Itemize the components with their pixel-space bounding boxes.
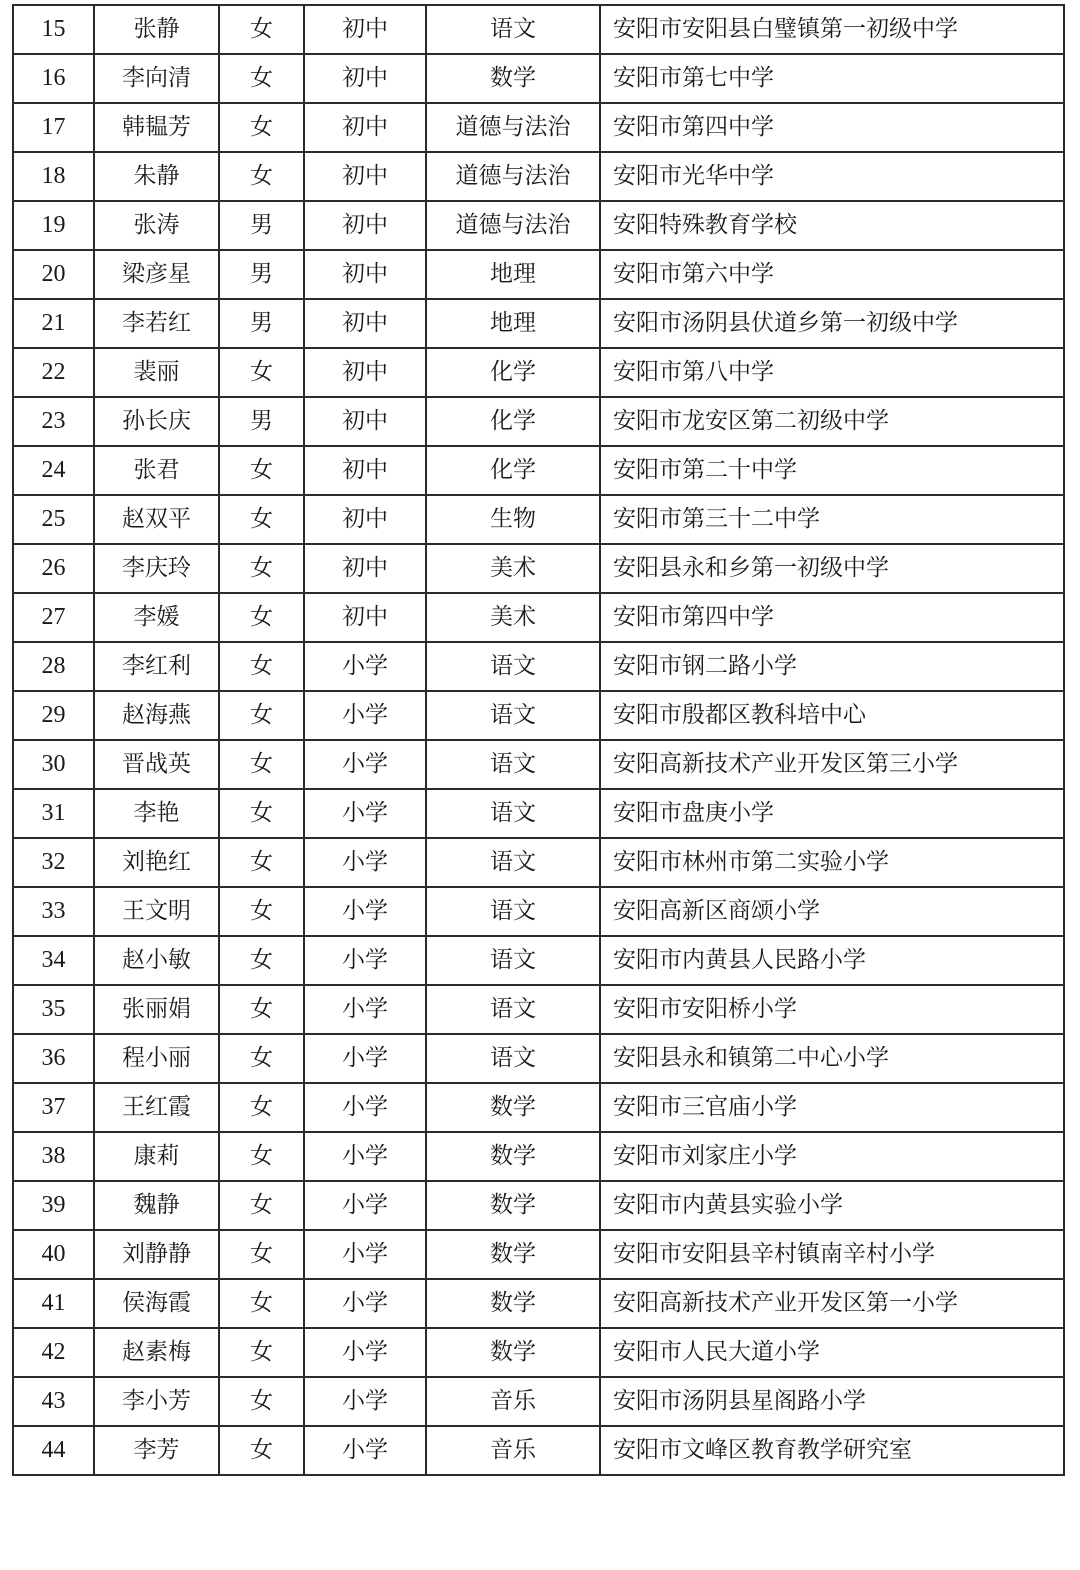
- gender-cell: 男: [219, 201, 304, 250]
- subject-cell: 数学: [426, 1328, 600, 1377]
- teacher-name: 刘静静: [94, 1230, 219, 1279]
- school-level: 初中: [304, 593, 426, 642]
- table-row: [13, 740, 1064, 789]
- gender-cell: 男: [219, 250, 304, 299]
- subject-cell: 生物: [426, 495, 600, 544]
- teacher-name: 李红利: [94, 642, 219, 691]
- subject-cell: 语文: [426, 887, 600, 936]
- table-row: [13, 250, 1064, 299]
- school-level: 小学: [304, 642, 426, 691]
- school-name: 安阳特殊教育学校: [600, 201, 1064, 250]
- subject-cell: 语文: [426, 691, 600, 740]
- gender-cell: 女: [219, 642, 304, 691]
- school-name: 安阳市第四中学: [600, 103, 1064, 152]
- row-number: 15: [13, 5, 94, 54]
- school-level: 初中: [304, 299, 426, 348]
- school-level: 小学: [304, 1279, 426, 1328]
- school-level: 小学: [304, 789, 426, 838]
- gender-cell: 女: [219, 1083, 304, 1132]
- roster-table: [12, 4, 1065, 1476]
- table-row: [13, 1279, 1064, 1328]
- teacher-name: 刘艳红: [94, 838, 219, 887]
- school-name: 安阳市钢二路小学: [600, 642, 1064, 691]
- subject-cell: 道德与法治: [426, 201, 600, 250]
- gender-cell: 女: [219, 985, 304, 1034]
- table-row: [13, 642, 1064, 691]
- row-number: 19: [13, 201, 94, 250]
- gender-cell: 女: [219, 1230, 304, 1279]
- school-name: 安阳市汤阴县伏道乡第一初级中学: [600, 299, 1064, 348]
- school-name: 安阳市第六中学: [600, 250, 1064, 299]
- school-level: 初中: [304, 544, 426, 593]
- gender-cell: 女: [219, 1377, 304, 1426]
- roster-table-body: [13, 5, 1064, 1475]
- table-row: [13, 348, 1064, 397]
- school-name: 安阳市文峰区教育教学研究室: [600, 1426, 1064, 1475]
- subject-cell: 化学: [426, 446, 600, 495]
- row-number: 32: [13, 838, 94, 887]
- teacher-name: 李小芳: [94, 1377, 219, 1426]
- row-number: 27: [13, 593, 94, 642]
- gender-cell: 女: [219, 495, 304, 544]
- row-number: 18: [13, 152, 94, 201]
- school-level: 初中: [304, 348, 426, 397]
- school-name: 安阳市第三十二中学: [600, 495, 1064, 544]
- gender-cell: 女: [219, 348, 304, 397]
- teacher-name: 王红霞: [94, 1083, 219, 1132]
- school-level: 小学: [304, 1328, 426, 1377]
- subject-cell: 语文: [426, 838, 600, 887]
- row-number: 33: [13, 887, 94, 936]
- table-row: [13, 103, 1064, 152]
- table-row: [13, 789, 1064, 838]
- teacher-name: 李若红: [94, 299, 219, 348]
- school-name: 安阳市人民大道小学: [600, 1328, 1064, 1377]
- subject-cell: 音乐: [426, 1377, 600, 1426]
- row-number: 38: [13, 1132, 94, 1181]
- subject-cell: 语文: [426, 789, 600, 838]
- table-row: [13, 397, 1064, 446]
- subject-cell: 道德与法治: [426, 152, 600, 201]
- row-number: 42: [13, 1328, 94, 1377]
- gender-cell: 男: [219, 299, 304, 348]
- school-name: 安阳市第四中学: [600, 593, 1064, 642]
- school-name: 安阳市内黄县人民路小学: [600, 936, 1064, 985]
- school-level: 初中: [304, 54, 426, 103]
- teacher-name: 梁彦星: [94, 250, 219, 299]
- school-level: 小学: [304, 740, 426, 789]
- teacher-name: 张君: [94, 446, 219, 495]
- school-name: 安阳高新区商颂小学: [600, 887, 1064, 936]
- subject-cell: 美术: [426, 593, 600, 642]
- school-level: 初中: [304, 495, 426, 544]
- school-level: 小学: [304, 691, 426, 740]
- subject-cell: 数学: [426, 1083, 600, 1132]
- subject-cell: 数学: [426, 54, 600, 103]
- gender-cell: 女: [219, 54, 304, 103]
- subject-cell: 音乐: [426, 1426, 600, 1475]
- subject-cell: 道德与法治: [426, 103, 600, 152]
- school-level: 初中: [304, 446, 426, 495]
- school-name: 安阳市龙安区第二初级中学: [600, 397, 1064, 446]
- school-name: 安阳市安阳县辛村镇南辛村小学: [600, 1230, 1064, 1279]
- row-number: 20: [13, 250, 94, 299]
- table-row: [13, 691, 1064, 740]
- school-level: 初中: [304, 201, 426, 250]
- teacher-name: 晋战英: [94, 740, 219, 789]
- teacher-name: 李艳: [94, 789, 219, 838]
- gender-cell: 女: [219, 740, 304, 789]
- row-number: 35: [13, 985, 94, 1034]
- school-name: 安阳市第七中学: [600, 54, 1064, 103]
- teacher-name: 张静: [94, 5, 219, 54]
- gender-cell: 女: [219, 1034, 304, 1083]
- school-name: 安阳市殷都区教科培中心: [600, 691, 1064, 740]
- table-row: [13, 446, 1064, 495]
- subject-cell: 语文: [426, 642, 600, 691]
- school-level: 初中: [304, 5, 426, 54]
- school-name: 安阳县永和乡第一初级中学: [600, 544, 1064, 593]
- row-number: 22: [13, 348, 94, 397]
- gender-cell: 女: [219, 1426, 304, 1475]
- teacher-name: 侯海霞: [94, 1279, 219, 1328]
- subject-cell: 数学: [426, 1279, 600, 1328]
- school-level: 小学: [304, 936, 426, 985]
- school-name: 安阳市光华中学: [600, 152, 1064, 201]
- row-number: 44: [13, 1426, 94, 1475]
- table-row: [13, 5, 1064, 54]
- school-level: 初中: [304, 397, 426, 446]
- school-name: 安阳县永和镇第二中心小学: [600, 1034, 1064, 1083]
- school-name: 安阳市盘庚小学: [600, 789, 1064, 838]
- school-name: 安阳市汤阴县星阁路小学: [600, 1377, 1064, 1426]
- school-level: 初中: [304, 152, 426, 201]
- school-level: 小学: [304, 838, 426, 887]
- gender-cell: 女: [219, 5, 304, 54]
- subject-cell: 美术: [426, 544, 600, 593]
- subject-cell: 地理: [426, 250, 600, 299]
- table-row: [13, 838, 1064, 887]
- gender-cell: 女: [219, 691, 304, 740]
- teacher-name: 韩韫芳: [94, 103, 219, 152]
- teacher-name: 赵海燕: [94, 691, 219, 740]
- row-number: 25: [13, 495, 94, 544]
- subject-cell: 数学: [426, 1181, 600, 1230]
- table-row: [13, 985, 1064, 1034]
- teacher-name: 李向清: [94, 54, 219, 103]
- school-name: 安阳市安阳桥小学: [600, 985, 1064, 1034]
- row-number: 21: [13, 299, 94, 348]
- gender-cell: 女: [219, 838, 304, 887]
- table-row: [13, 54, 1064, 103]
- teacher-name: 孙长庆: [94, 397, 219, 446]
- row-number: 30: [13, 740, 94, 789]
- school-name: 安阳市第二十中学: [600, 446, 1064, 495]
- gender-cell: 女: [219, 1132, 304, 1181]
- gender-cell: 女: [219, 1181, 304, 1230]
- school-level: 小学: [304, 1034, 426, 1083]
- table-row: [13, 1132, 1064, 1181]
- row-number: 16: [13, 54, 94, 103]
- school-name: 安阳市林州市第二实验小学: [600, 838, 1064, 887]
- school-name: 安阳高新技术产业开发区第三小学: [600, 740, 1064, 789]
- school-level: 小学: [304, 1181, 426, 1230]
- row-number: 37: [13, 1083, 94, 1132]
- subject-cell: 语文: [426, 936, 600, 985]
- gender-cell: 女: [219, 789, 304, 838]
- row-number: 40: [13, 1230, 94, 1279]
- subject-cell: 语文: [426, 740, 600, 789]
- gender-cell: 女: [219, 593, 304, 642]
- row-number: 17: [13, 103, 94, 152]
- school-level: 小学: [304, 1230, 426, 1279]
- row-number: 24: [13, 446, 94, 495]
- table-row: [13, 1034, 1064, 1083]
- school-name: 安阳市刘家庄小学: [600, 1132, 1064, 1181]
- table-row: [13, 201, 1064, 250]
- table-row: [13, 593, 1064, 642]
- subject-cell: 语文: [426, 5, 600, 54]
- gender-cell: 女: [219, 1328, 304, 1377]
- subject-cell: 数学: [426, 1132, 600, 1181]
- teacher-name: 程小丽: [94, 1034, 219, 1083]
- table-row: [13, 1083, 1064, 1132]
- subject-cell: 化学: [426, 348, 600, 397]
- subject-cell: 语文: [426, 985, 600, 1034]
- table-row: [13, 1230, 1064, 1279]
- teacher-name: 朱静: [94, 152, 219, 201]
- gender-cell: 女: [219, 1279, 304, 1328]
- teacher-name: 李芳: [94, 1426, 219, 1475]
- table-row: [13, 495, 1064, 544]
- school-level: 小学: [304, 985, 426, 1034]
- roster-sheet: [12, 4, 1064, 1476]
- school-name: 安阳市内黄县实验小学: [600, 1181, 1064, 1230]
- teacher-name: 康莉: [94, 1132, 219, 1181]
- table-row: [13, 299, 1064, 348]
- school-level: 小学: [304, 1426, 426, 1475]
- gender-cell: 男: [219, 397, 304, 446]
- table-row: [13, 1426, 1064, 1475]
- table-row: [13, 1377, 1064, 1426]
- teacher-name: 王文明: [94, 887, 219, 936]
- gender-cell: 女: [219, 152, 304, 201]
- subject-cell: 化学: [426, 397, 600, 446]
- teacher-name: 李庆玲: [94, 544, 219, 593]
- row-number: 43: [13, 1377, 94, 1426]
- row-number: 31: [13, 789, 94, 838]
- school-name: 安阳高新技术产业开发区第一小学: [600, 1279, 1064, 1328]
- subject-cell: 数学: [426, 1230, 600, 1279]
- row-number: 41: [13, 1279, 94, 1328]
- school-level: 小学: [304, 1083, 426, 1132]
- teacher-name: 张丽娟: [94, 985, 219, 1034]
- teacher-name: 赵素梅: [94, 1328, 219, 1377]
- school-name: 安阳市三官庙小学: [600, 1083, 1064, 1132]
- school-name: 安阳市安阳县白璧镇第一初级中学: [600, 5, 1064, 54]
- row-number: 28: [13, 642, 94, 691]
- school-level: 初中: [304, 250, 426, 299]
- row-number: 36: [13, 1034, 94, 1083]
- table-row: [13, 1181, 1064, 1230]
- teacher-name: 李媛: [94, 593, 219, 642]
- row-number: 34: [13, 936, 94, 985]
- subject-cell: 语文: [426, 1034, 600, 1083]
- teacher-name: 张涛: [94, 201, 219, 250]
- school-level: 初中: [304, 103, 426, 152]
- gender-cell: 女: [219, 887, 304, 936]
- school-level: 小学: [304, 1377, 426, 1426]
- subject-cell: 地理: [426, 299, 600, 348]
- gender-cell: 女: [219, 446, 304, 495]
- row-number: 23: [13, 397, 94, 446]
- school-name: 安阳市第八中学: [600, 348, 1064, 397]
- table-row: [13, 544, 1064, 593]
- table-row: [13, 152, 1064, 201]
- school-level: 小学: [304, 887, 426, 936]
- teacher-name: 魏静: [94, 1181, 219, 1230]
- teacher-name: 赵双平: [94, 495, 219, 544]
- gender-cell: 女: [219, 544, 304, 593]
- school-level: 小学: [304, 1132, 426, 1181]
- row-number: 29: [13, 691, 94, 740]
- row-number: 26: [13, 544, 94, 593]
- table-row: [13, 936, 1064, 985]
- row-number: 39: [13, 1181, 94, 1230]
- gender-cell: 女: [219, 936, 304, 985]
- table-row: [13, 1328, 1064, 1377]
- teacher-name: 赵小敏: [94, 936, 219, 985]
- table-row: [13, 887, 1064, 936]
- teacher-name: 裴丽: [94, 348, 219, 397]
- gender-cell: 女: [219, 103, 304, 152]
